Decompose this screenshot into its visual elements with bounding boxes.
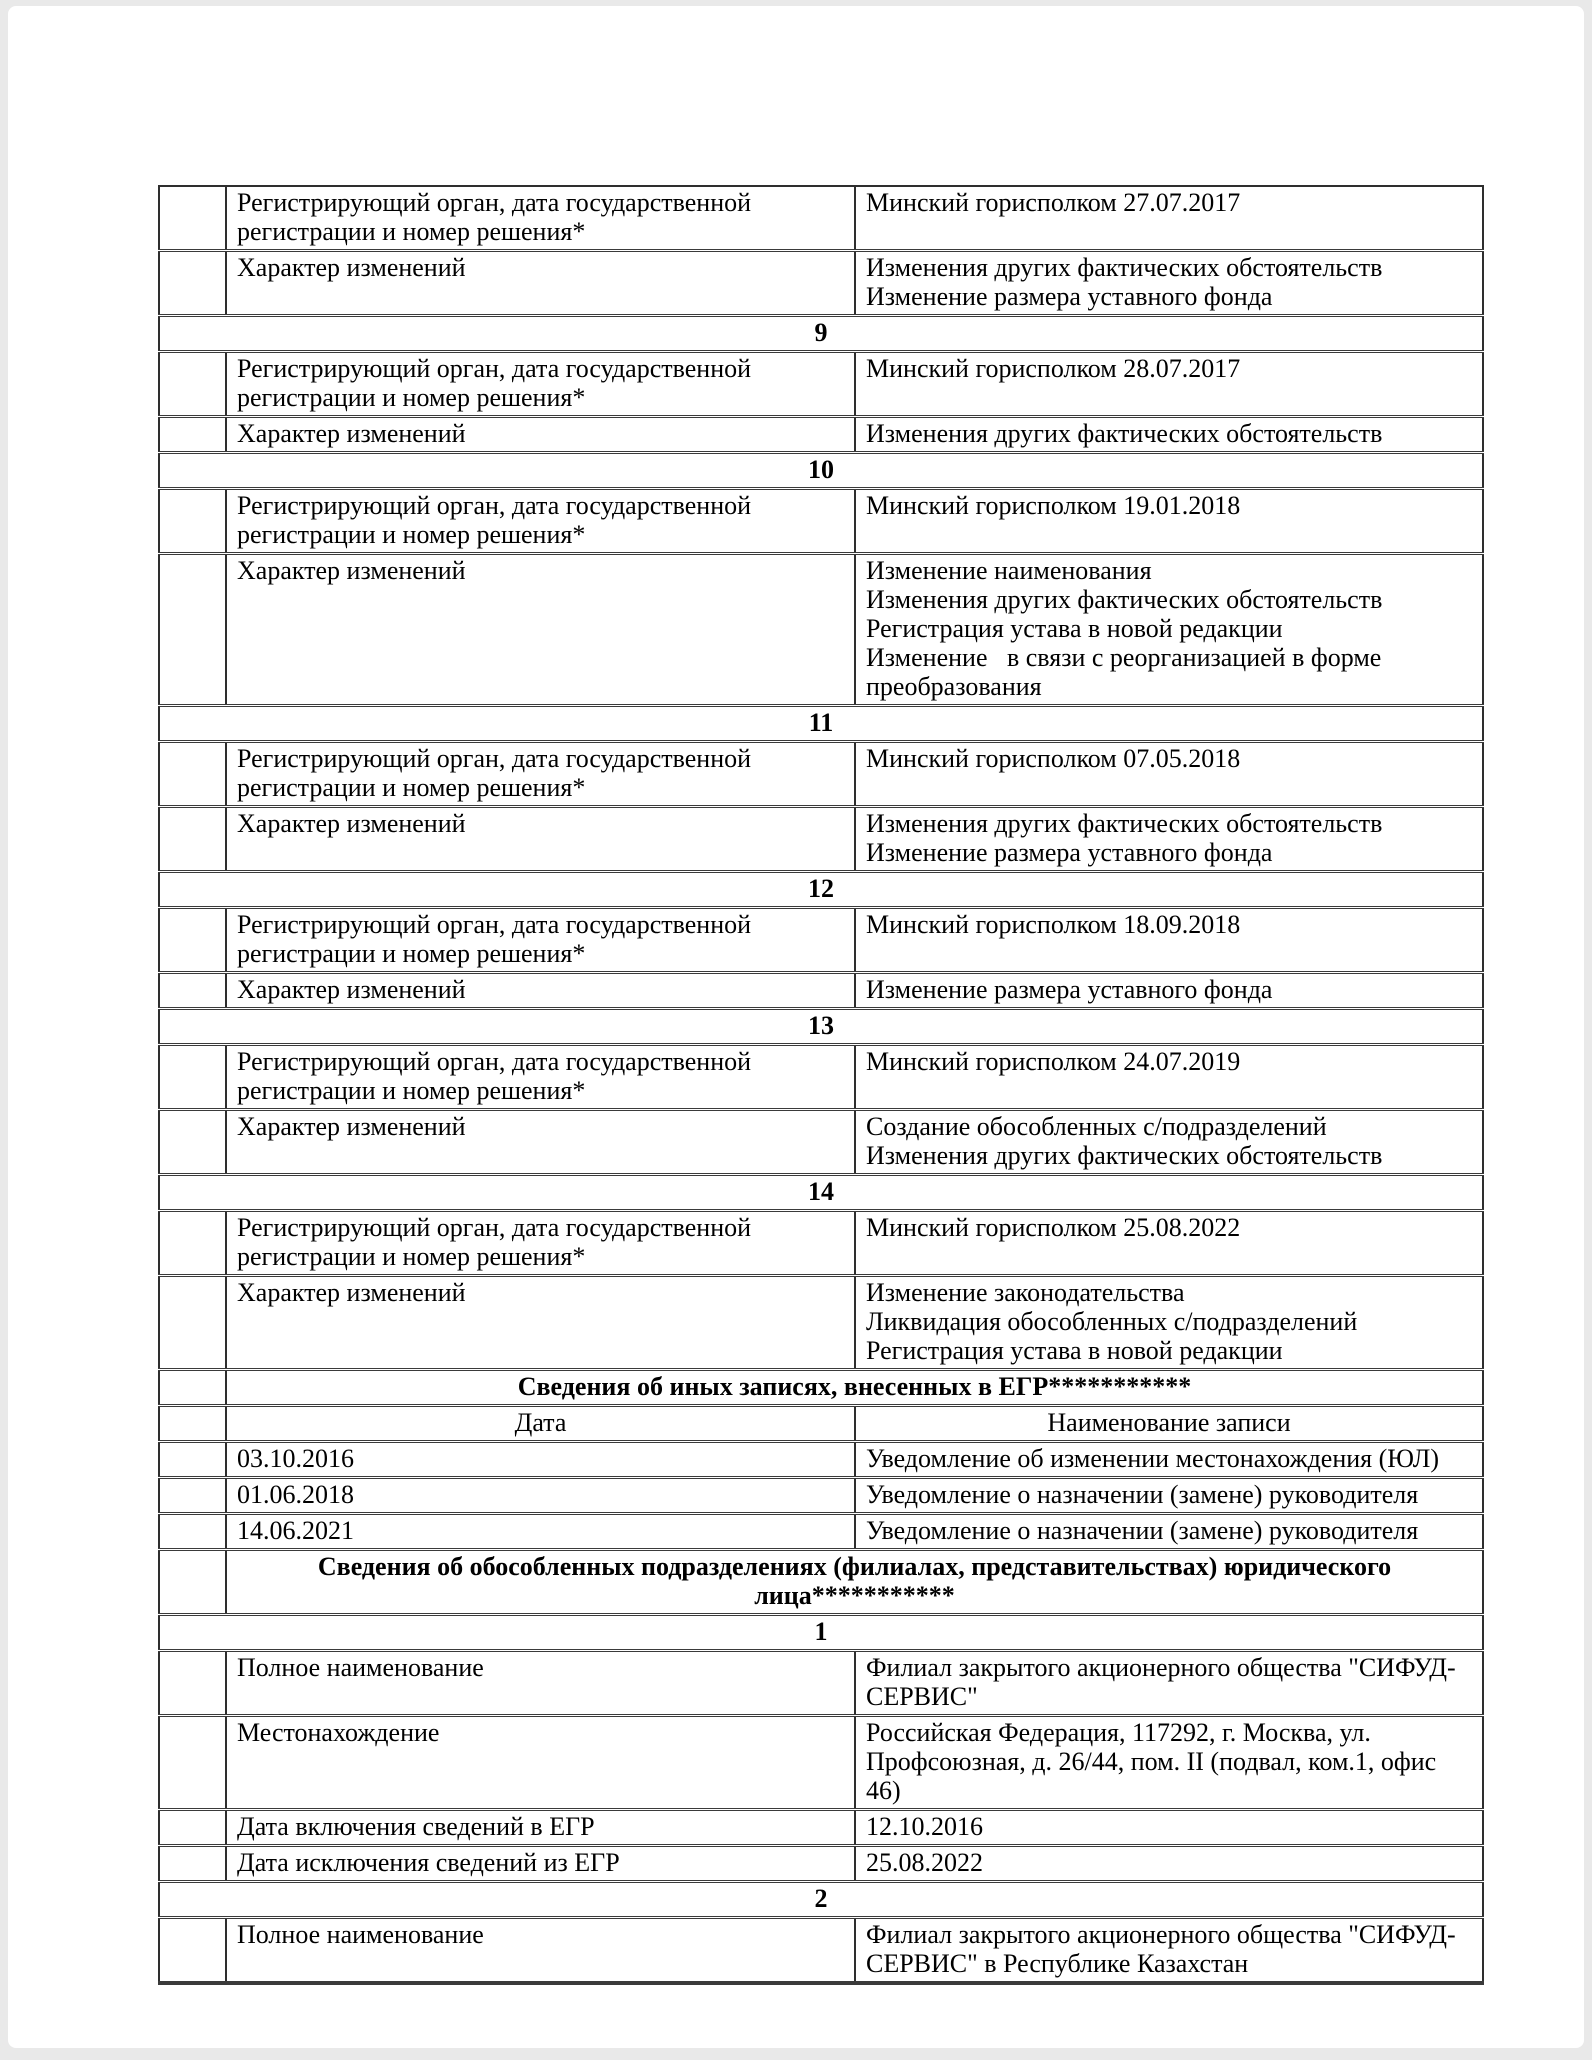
row-index-cell [159,908,226,973]
table-row [159,1651,1483,1716]
section-number-row [159,1175,1483,1211]
row-value [855,1918,1483,1984]
value-line: Уведомление о назначении (замене) руководителя [866,1480,1419,1509]
row-value [855,1045,1483,1110]
section-number-row [159,453,1483,489]
row-index-cell [159,417,226,453]
row-label: Дата включения сведений в ЕГР [226,1810,855,1846]
column-header-row [159,1406,1483,1442]
table-row [159,1442,1483,1478]
value-line: Изменения других фактических обстоятельств [866,1141,1383,1170]
table-row [159,742,1483,807]
row-value [855,1110,1483,1175]
row-value [855,1276,1483,1370]
record-name [855,1442,1483,1478]
row-value [855,251,1483,316]
row-index-cell [159,1045,226,1110]
row-value [855,1810,1483,1846]
section-number: 10 [159,453,1483,489]
value-line: Изменения других фактических обстоятельств [866,809,1383,838]
row-label: Характер изменений [226,417,855,453]
value-line: Минский горисполком 25.08.2022 [866,1213,1241,1242]
row-index-cell [159,1276,226,1370]
row-label: Полное наименование [226,1651,855,1716]
section-number-row [159,706,1483,742]
record-date: 14.06.2021 [226,1514,855,1550]
value-line: Уведомление о назначении (замене) руководителя [866,1516,1419,1545]
row-index-cell [159,1810,226,1846]
row-index-cell [159,1550,226,1615]
value-line: Изменения других фактических обстоятельств [866,253,1383,282]
row-value [855,352,1483,417]
row-value [855,973,1483,1009]
section-number-row [159,316,1483,352]
section-number-row [159,1882,1483,1918]
row-index-cell [159,742,226,807]
row-value [855,489,1483,554]
row-label: Характер изменений [226,807,855,872]
row-label: Характер изменений [226,554,855,706]
row-index-cell [159,1514,226,1550]
value-line: Филиал закрытого акционерного общества "СИФУД-СЕРВИС" [866,1653,1456,1711]
row-index-cell [159,1442,226,1478]
row-index-cell [159,807,226,872]
table-row [159,1211,1483,1276]
row-index-cell [159,1918,226,1984]
table-row [159,1045,1483,1110]
row-index-cell [159,489,226,554]
row-label: Местонахождение [226,1716,855,1810]
record-name [855,1478,1483,1514]
row-label: Регистрирующий орган, дата государственной регистрации и номер решения* [226,352,855,417]
row-index-cell [159,1370,226,1406]
row-index-cell [159,352,226,417]
row-value [855,554,1483,706]
row-label: Дата исключения сведений из ЕГР [226,1846,855,1882]
value-line: 12.10.2016 [866,1812,983,1841]
section-number: 14 [159,1175,1483,1211]
section-number-row [159,1615,1483,1651]
value-line: Филиал закрытого акционерного общества "СИФУД-СЕРВИС" в Республике Казахстан [866,1920,1456,1978]
value-line: Изменение размера уставного фонда [866,838,1273,867]
table-row [159,417,1483,453]
row-index-cell [159,973,226,1009]
table-row [159,908,1483,973]
value-line: Российская Федерация, 117292, г. Москва, ул. Профсоюзная, д. 26/44, пом. II (подвал, ком.1, офис 46) [866,1718,1437,1805]
value-line: Изменения других фактических обстоятельств [866,419,1383,448]
table-row [159,554,1483,706]
value-line: Минский горисполком 07.05.2018 [866,744,1241,773]
table-row [159,1846,1483,1882]
section-title: Сведения об иных записях, внесенных в ЕГР*********** [226,1370,1483,1406]
table-row [159,1276,1483,1370]
value-line: Минский горисполком 24.07.2019 [866,1047,1241,1076]
table-row [159,251,1483,316]
row-value [855,908,1483,973]
value-line: Изменение размера уставного фонда [866,975,1273,1004]
row-value [855,186,1483,251]
value-line: 25.08.2022 [866,1848,983,1877]
row-index-cell [159,186,226,251]
row-index-cell [159,1651,226,1716]
record-name [855,1514,1483,1550]
table-row [159,1478,1483,1514]
row-label: Характер изменений [226,973,855,1009]
value-line: Уведомление об изменении местонахождения (ЮЛ) [866,1444,1440,1473]
section-title: Сведения об обособленных подразделениях (филиалах, представительствах) юридического лица*********** [226,1550,1483,1615]
section-number: 11 [159,706,1483,742]
document-page [8,6,1584,2048]
row-label: Регистрирующий орган, дата государственной регистрации и номер решения* [226,908,855,973]
value-line: Изменение в связи с реорганизацией в форме преобразования [866,643,1382,701]
value-line: Ликвидация обособленных с/подразделений [866,1307,1358,1336]
section-number-row [159,872,1483,908]
value-line: Минский горисполком 18.09.2018 [866,910,1241,939]
column-header-date: Дата [226,1406,855,1442]
table-row [159,1110,1483,1175]
value-line: Минский горисполком 19.01.2018 [866,491,1241,520]
row-label: Регистрирующий орган, дата государственной регистрации и номер решения* [226,1045,855,1110]
row-index-cell [159,1110,226,1175]
row-index-cell [159,554,226,706]
row-value [855,742,1483,807]
row-value [855,1211,1483,1276]
row-label: Регистрирующий орган, дата государственной регистрации и номер решения* [226,1211,855,1276]
table-row [159,807,1483,872]
value-line: Изменение законодательства [866,1278,1185,1307]
row-index-cell [159,1478,226,1514]
row-index-cell [159,1406,226,1442]
registry-extract-table [158,185,1484,1985]
row-value [855,417,1483,453]
section-header-row [159,1550,1483,1615]
value-line: Регистрация устава в новой редакции [866,614,1283,643]
column-header-record: Наименование записи [855,1406,1483,1442]
value-line: Изменения других фактических обстоятельств [866,585,1383,614]
section-number-row [159,1009,1483,1045]
record-date: 01.06.2018 [226,1478,855,1514]
value-line: Изменение наименования [866,556,1152,585]
row-label: Регистрирующий орган, дата государственной регистрации и номер решения* [226,186,855,251]
row-index-cell [159,1211,226,1276]
row-label: Характер изменений [226,1110,855,1175]
row-value [855,807,1483,872]
table-row [159,1810,1483,1846]
table-row [159,489,1483,554]
row-index-cell [159,1716,226,1810]
table-row [159,973,1483,1009]
section-number: 9 [159,316,1483,352]
table-row [159,186,1483,251]
table-row [159,352,1483,417]
row-index-cell [159,251,226,316]
section-number: 1 [159,1615,1483,1651]
value-line: Минский горисполком 28.07.2017 [866,354,1241,383]
table-row [159,1716,1483,1810]
section-header-row [159,1370,1483,1406]
value-line: Регистрация устава в новой редакции [866,1336,1283,1365]
row-label: Регистрирующий орган, дата государственной регистрации и номер решения* [226,489,855,554]
section-number: 13 [159,1009,1483,1045]
value-line: Создание обособленных с/подразделений [866,1112,1327,1141]
table-row [159,1514,1483,1550]
value-line: Минский горисполком 27.07.2017 [866,188,1241,217]
record-date: 03.10.2016 [226,1442,855,1478]
value-line: Изменение размера уставного фонда [866,282,1273,311]
section-number: 12 [159,872,1483,908]
row-value [855,1846,1483,1882]
row-label: Полное наименование [226,1918,855,1984]
row-label: Характер изменений [226,251,855,316]
row-value [855,1651,1483,1716]
row-index-cell [159,1846,226,1882]
section-number: 2 [159,1882,1483,1918]
row-value [855,1716,1483,1810]
row-label: Характер изменений [226,1276,855,1370]
row-label: Регистрирующий орган, дата государственной регистрации и номер решения* [226,742,855,807]
table-row [159,1918,1483,1984]
